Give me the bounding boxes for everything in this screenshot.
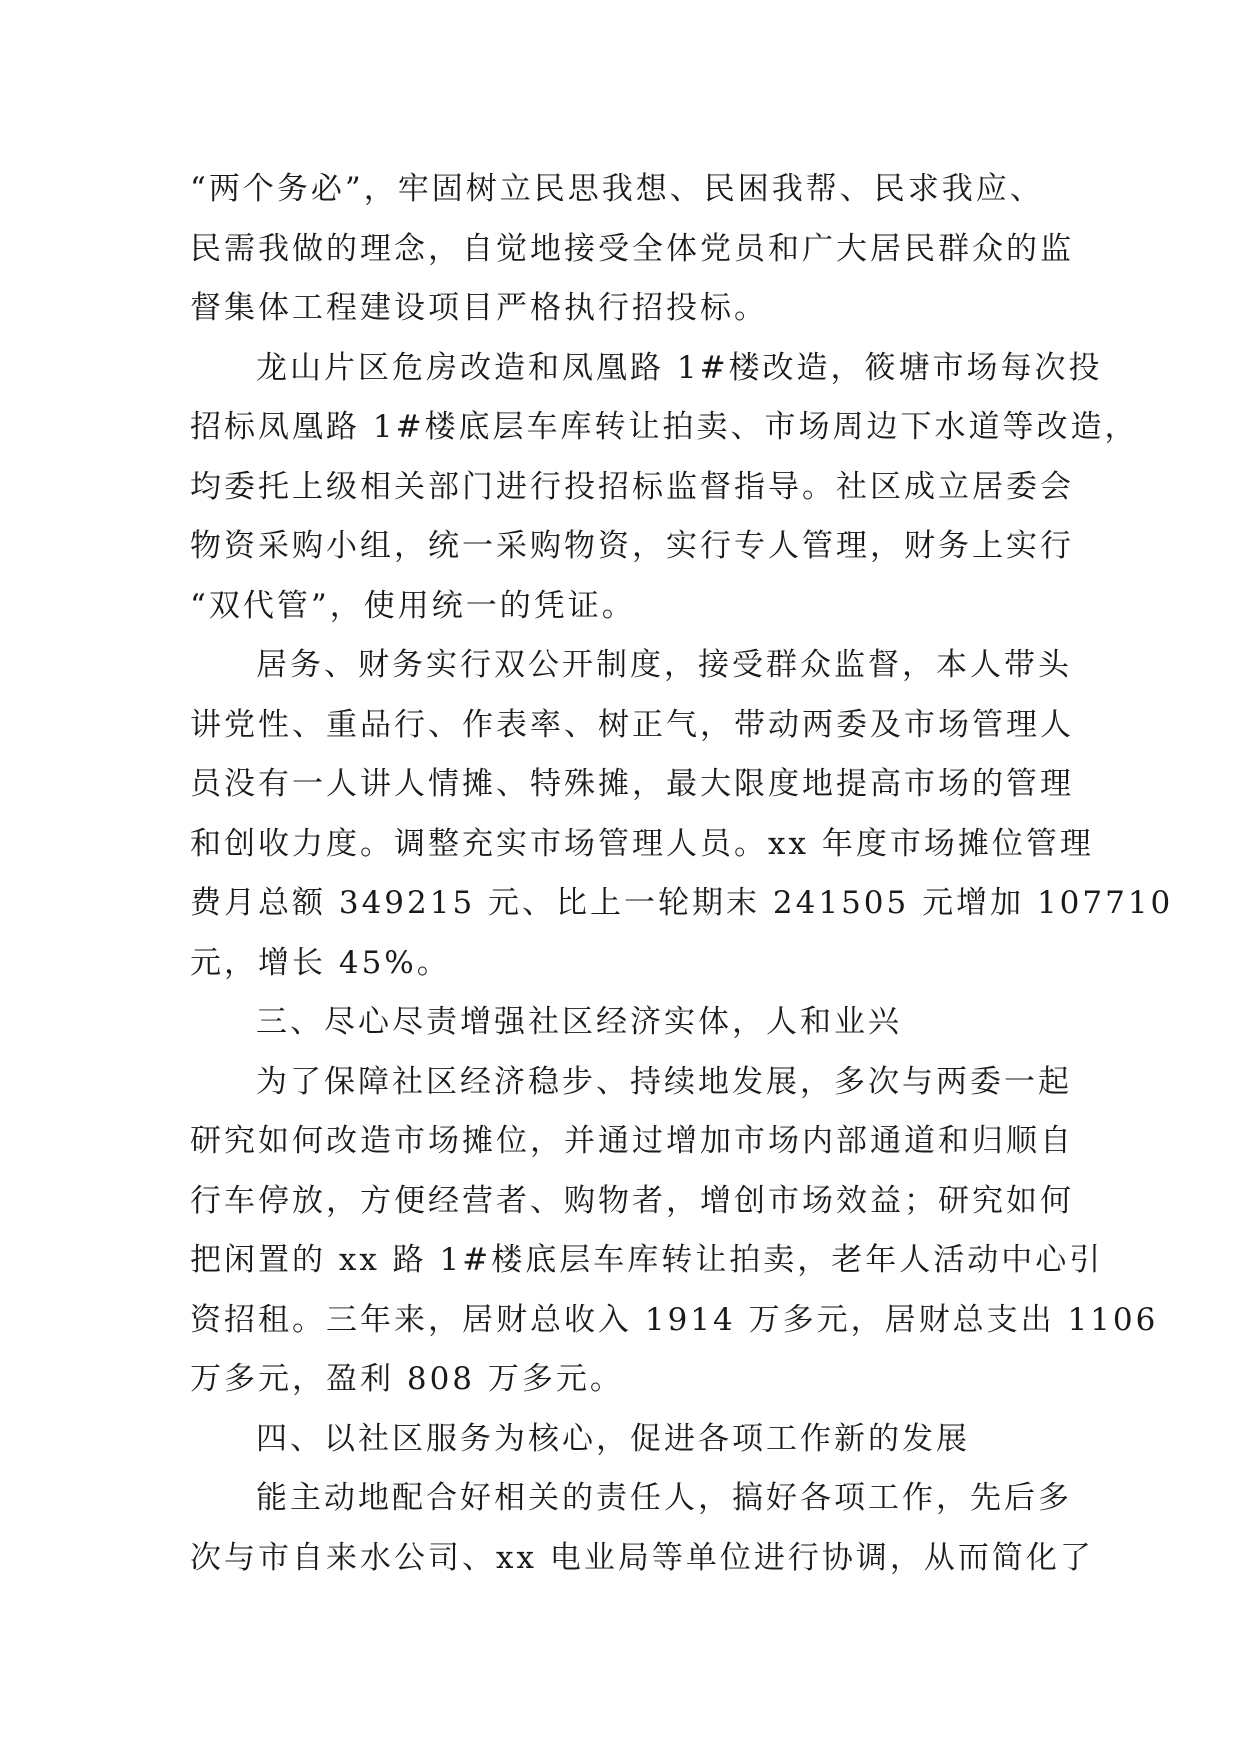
text-line: 均委托上级相关部门进行投招标监督指导。社区成立居委会 bbox=[190, 468, 1074, 505]
text-line: 和创收力度。调整充实市场管理人员。xx 年度市场摊位管理 bbox=[190, 825, 1094, 862]
text-line: 招标凤凰路 1#楼底层车库转让拍卖、市场周边下水道等改造， bbox=[190, 409, 1139, 445]
text-line: 行车停放，方便经营者、购物者，增创市场效益；研究如何 bbox=[190, 1182, 1074, 1219]
text-line: 讲党性、重品行、作表率、树正气，带动两委及市场管理人 bbox=[190, 706, 1074, 743]
paragraph bbox=[190, 1053, 1159, 1410]
text-line: 员没有一人讲人情摊、特殊摊，最大限度地提高市场的管理 bbox=[190, 766, 1074, 802]
paragraph bbox=[190, 1469, 1094, 1588]
text-line: 物资采购小组，统一采购物资，实行专人管理，财务上实行 bbox=[190, 528, 1074, 564]
text-line: “双代管”，使用统一的凭证。 bbox=[190, 587, 636, 624]
text-line: 把闲置的 xx 路 1#楼底层车库转让拍卖，老年人活动中心引 bbox=[190, 1242, 1104, 1278]
paragraph bbox=[190, 636, 1174, 993]
text-line: 为了保障社区经济稳步、持续地发展，多次与两委一起 bbox=[256, 1063, 1072, 1100]
text-line: 四、以社区服务为核心，促进各项工作新的发展 bbox=[256, 1420, 970, 1457]
text-line: 万多元，盈利 808 万多元。 bbox=[190, 1361, 624, 1397]
paragraph bbox=[190, 1410, 1070, 1470]
paragraph bbox=[190, 993, 1070, 1053]
text-line: 元，增长 45%。 bbox=[190, 944, 451, 981]
document-body bbox=[190, 160, 1174, 1588]
text-line: 龙山片区危房改造和凤凰路 1#楼改造，筱塘市场每次投 bbox=[256, 349, 1103, 386]
paragraph bbox=[190, 339, 1139, 637]
text-line: “两个务必”，牢固树立民思我想、民困我帮、民求我应、 bbox=[190, 171, 1044, 207]
text-line: 民需我做的理念，自觉地接受全体党员和广大居民群众的监 bbox=[190, 230, 1074, 267]
text-line: 居务、财务实行双公开制度，接受群众监督，本人带头 bbox=[256, 647, 1072, 683]
text-line: 次与市自来水公司、xx 电业局等单位进行协调，从而简化了 bbox=[190, 1539, 1094, 1576]
paragraph bbox=[190, 160, 1074, 339]
text-line: 资招租。三年来，居财总收入 1914 万多元，居财总支出 1106 bbox=[190, 1301, 1159, 1338]
text-line: 费月总额 349215 元、比上一轮期末 241505 元增加 107710 bbox=[190, 885, 1174, 921]
text-line: 能主动地配合好相关的责任人，搞好各项工作，先后多 bbox=[256, 1480, 1072, 1516]
text-line: 三、尽心尽责增强社区经济实体，人和业兴 bbox=[256, 1004, 902, 1040]
text-line: 研究如何改造市场摊位，并通过增加市场内部通道和归顺自 bbox=[190, 1123, 1074, 1159]
text-line: 督集体工程建设项目严格执行招投标。 bbox=[190, 290, 768, 326]
